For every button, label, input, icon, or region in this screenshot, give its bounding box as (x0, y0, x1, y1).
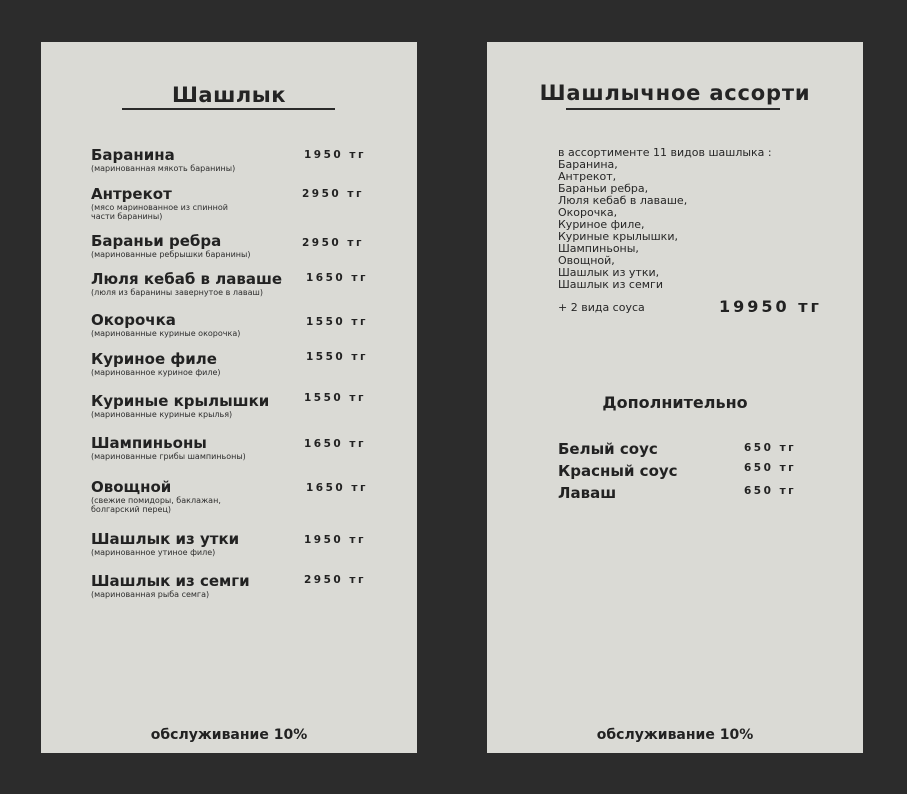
item-description: (маринованные ребрышки баранины) (91, 250, 251, 259)
item-price: 1550 тг (306, 351, 368, 363)
item-name: Шашлык из семги (91, 572, 250, 590)
extra-item-price: 650 тг (744, 442, 797, 454)
assortment-entry: Баранина, (558, 158, 618, 171)
assortment-entry: Окорочка, (558, 206, 618, 219)
item-name: Шашлык из утки (91, 530, 240, 548)
item-description: (маринованные куриные окорочка) (91, 329, 241, 338)
service-charge-note: обслуживание 10% (150, 727, 308, 743)
item-name: Окорочка (91, 311, 176, 329)
service-charge-note: обслуживание 10% (596, 727, 754, 743)
item-description: (маринованное утиное филе) (91, 548, 216, 557)
item-name: Люля кебаб в лаваше (91, 270, 283, 288)
item-name: Куриные крылышки (91, 392, 270, 410)
right-menu-page (487, 42, 863, 753)
item-price: 1650 тг (306, 482, 368, 494)
item-name: Куриное филе (91, 350, 217, 368)
page-title: Шашлычное ассорти (539, 81, 811, 105)
assortment-entry: Бараньи ребра, (558, 182, 649, 195)
item-price: 1950 тг (304, 534, 366, 546)
item-description: (маринованные грибы шампиньоны) (91, 452, 246, 461)
item-price: 1550 тг (306, 316, 368, 328)
item-name: Антрекот (91, 185, 172, 203)
item-name: Шампиньоны (91, 434, 207, 452)
assortment-intro: в ассортименте 11 видов шашлыка : (558, 146, 772, 159)
extra-item-name: Белый соус (558, 440, 658, 458)
item-description: (маринованное куриное филе) (91, 368, 221, 377)
assortment-entry: Шампиньоны, (558, 242, 639, 255)
item-price: 2950 тг (302, 237, 364, 249)
item-name: Бараньи ребра (91, 232, 222, 250)
item-price: 1950 тг (304, 149, 366, 161)
assortment-list (558, 147, 798, 291)
extra-item-price: 650 тг (744, 462, 797, 474)
assortment-entry: Куриное филе, (558, 218, 645, 231)
item-name: Баранина (91, 146, 175, 164)
extras-title: Дополнительно (602, 393, 748, 412)
assortment-entry: Куриные крылышки, (558, 230, 678, 243)
item-description: (маринованная мякоть баранины) (91, 164, 236, 173)
assortment-price: 19950 тг (719, 297, 822, 316)
assortment-entry: Шашлык из семги (558, 278, 663, 291)
sauce-note: + 2 вида соуса (558, 301, 645, 314)
extra-item-price: 650 тг (744, 485, 797, 497)
extra-item-name: Лаваш (558, 484, 617, 502)
assortment-entry: Люля кебаб в лаваше, (558, 194, 688, 207)
page-title: Шашлык (171, 83, 287, 107)
item-price: 2950 тг (302, 188, 364, 200)
assortment-entry: Антрекот, (558, 170, 617, 183)
assortment-entry: Овощной, (558, 254, 615, 267)
item-price: 1650 тг (304, 438, 366, 450)
title-underline (566, 108, 780, 110)
item-price: 1650 тг (306, 272, 368, 284)
item-price: 1550 тг (304, 392, 366, 404)
item-name: Овощной (91, 478, 172, 496)
item-price: 2950 тг (304, 574, 366, 586)
item-description: (свежие помидоры, баклажан, болгарский перец) (91, 496, 221, 514)
left-menu-page (41, 42, 417, 753)
item-description: (маринованные куриные крылья) (91, 410, 233, 419)
extra-item-name: Красный соус (558, 462, 678, 480)
assortment-entry: Шашлык из утки, (558, 266, 660, 279)
item-description: (мясо маринованное из спинной части баранины) (91, 203, 228, 221)
title-underline (122, 108, 335, 110)
item-description: (маринованная рыба семга) (91, 590, 210, 599)
item-description: (люля из баранины завернутое в лаваш) (91, 288, 263, 297)
